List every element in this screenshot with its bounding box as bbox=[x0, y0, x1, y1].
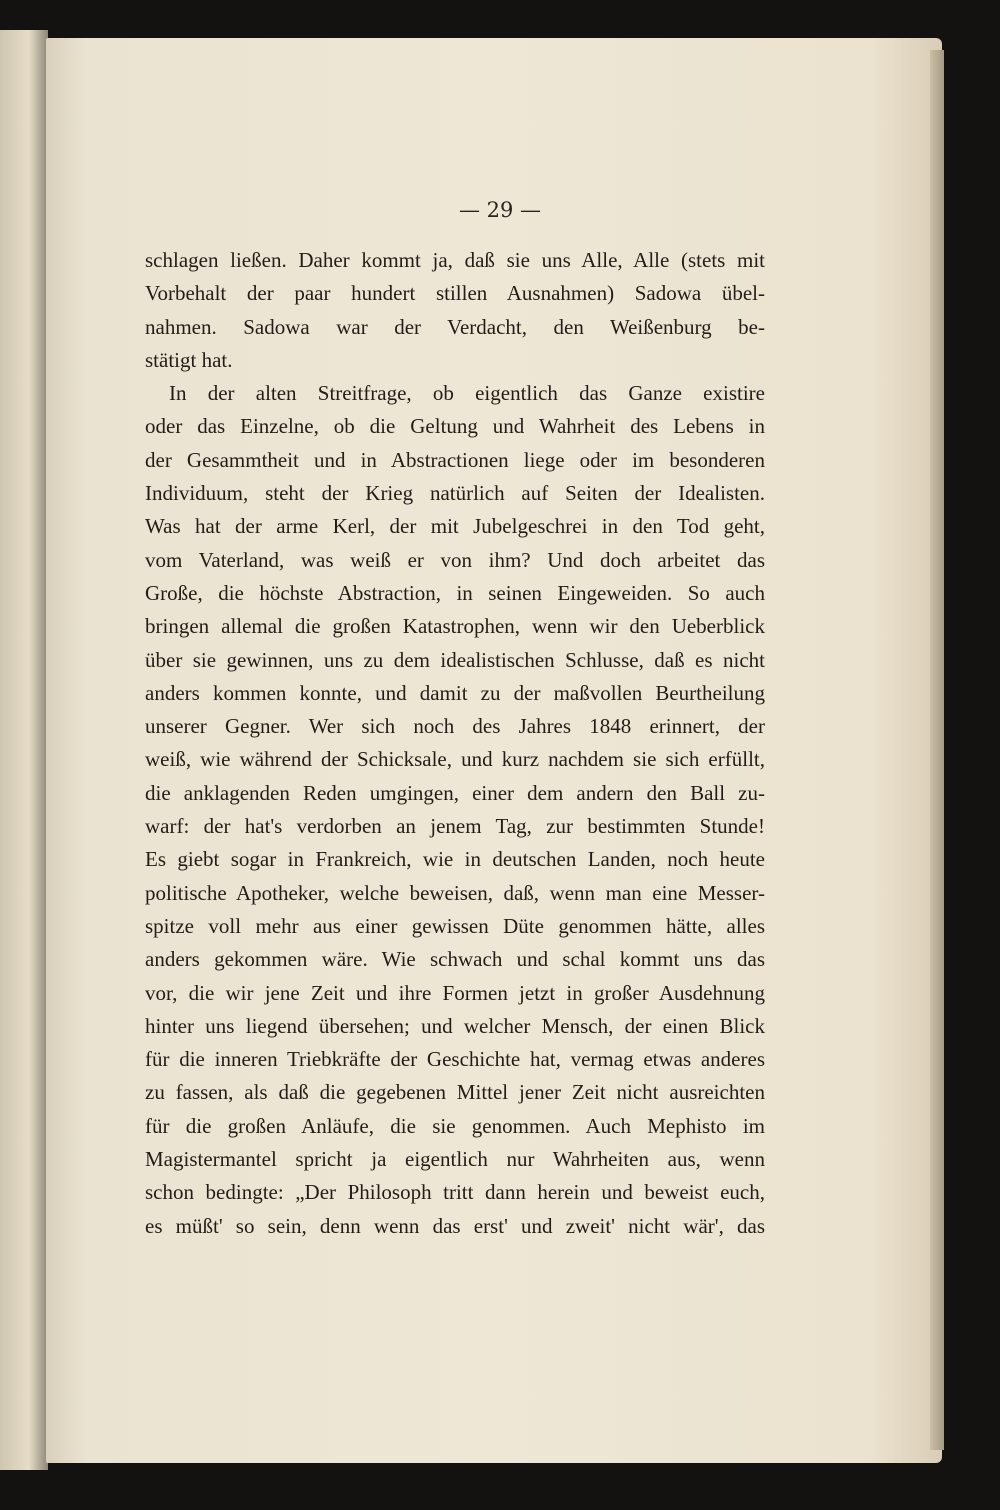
text-line: schon bedingte: „Der Philosoph tritt dann herein und beweist euch, bbox=[145, 1180, 765, 1205]
text-line: zu fassen, als daß die gegebenen Mittel jener Zeit nicht ausreichten bbox=[145, 1080, 765, 1105]
text-line: Individuum, steht der Krieg natürlich auf Seiten der Idealisten. bbox=[145, 481, 765, 506]
text-line: hinter uns liegend übersehen; und welcher Mensch, der einen Blick bbox=[145, 1013, 765, 1038]
text-line: Magistermantel spricht ja eigentlich nur Wahrheiten aus, wenn bbox=[145, 1147, 765, 1172]
text-line: Es giebt sogar in Frankreich, wie in deutschen Landen, noch heute bbox=[145, 847, 765, 872]
text-line: nahmen. Sadowa war der Verdacht, den Weißenburg be- bbox=[145, 314, 765, 339]
text-line: In der alten Streitfrage, ob eigentlich das Ganze existire bbox=[169, 381, 765, 406]
text-line: vor, die wir jene Zeit und ihre Formen jetzt in großer Ausdehnung bbox=[145, 980, 765, 1005]
text-line: oder das Einzelne, ob die Geltung und Wahrheit des Lebens in bbox=[145, 414, 765, 439]
text-line: unserer Gegner. Wer sich noch des Jahres 1848 erinnert, der bbox=[145, 714, 765, 739]
page-number: — 29 — bbox=[458, 198, 542, 222]
text-line: vom Vaterland, was weiß er von ihm? Und doch arbeitet das bbox=[145, 547, 765, 572]
text-line: warf: der hat's verdorben an jenem Tag, zur bestimmten Stunde! bbox=[145, 814, 765, 839]
text-line: bringen allemal die großen Katastrophen, wenn wir den Ueberblick bbox=[145, 614, 765, 639]
text-line: Vorbehalt der paar hundert stillen Ausnahmen) Sadowa übel- bbox=[145, 281, 765, 306]
page-fore-edge bbox=[930, 50, 944, 1450]
text-line: für die großen Anläufe, die sie genommen. Auch Mephisto im bbox=[145, 1113, 765, 1138]
text-line: es müßt' so sein, denn wenn das erst' und zweit' nicht wär', das bbox=[145, 1213, 765, 1238]
text-line: Große, die höchste Abstraction, in seinen Eingeweiden. So auch bbox=[145, 580, 765, 605]
text-line: anders gekommen wäre. Wie schwach und schal kommt uns das bbox=[145, 947, 765, 972]
text-line: weiß, wie während der Schicksale, und kurz nachdem sie sich erfüllt, bbox=[145, 747, 765, 772]
text-line: spitze voll mehr aus einer gewissen Düte genommen hätte, alles bbox=[145, 913, 765, 938]
text-line: über sie gewinnen, uns zu dem idealistischen Schlusse, daß es nicht bbox=[145, 647, 765, 672]
text-line: stätigt hat. bbox=[145, 347, 233, 372]
text-line: der Gesammtheit und in Abstractionen liege oder im besonderen bbox=[145, 447, 765, 472]
page-body-text bbox=[145, 244, 765, 1243]
text-line: schlagen ließen. Daher kommt ja, daß sie uns Alle, Alle (stets mit bbox=[145, 248, 765, 272]
text-line: die anklagenden Reden umgingen, einer dem andern den Ball zu- bbox=[145, 780, 765, 805]
text-line: politische Apotheker, welche beweisen, daß, wenn man eine Messer- bbox=[145, 880, 765, 905]
text-line: Was hat der arme Kerl, der mit Jubelgeschrei in den Tod geht, bbox=[145, 514, 765, 539]
facing-page-edge bbox=[0, 30, 48, 1470]
text-line: anders kommen konnte, und damit zu der maßvollen Beurtheilung bbox=[145, 680, 765, 705]
text-line: für die inneren Triebkräfte der Geschichte hat, vermag etwas anderes bbox=[145, 1047, 765, 1072]
